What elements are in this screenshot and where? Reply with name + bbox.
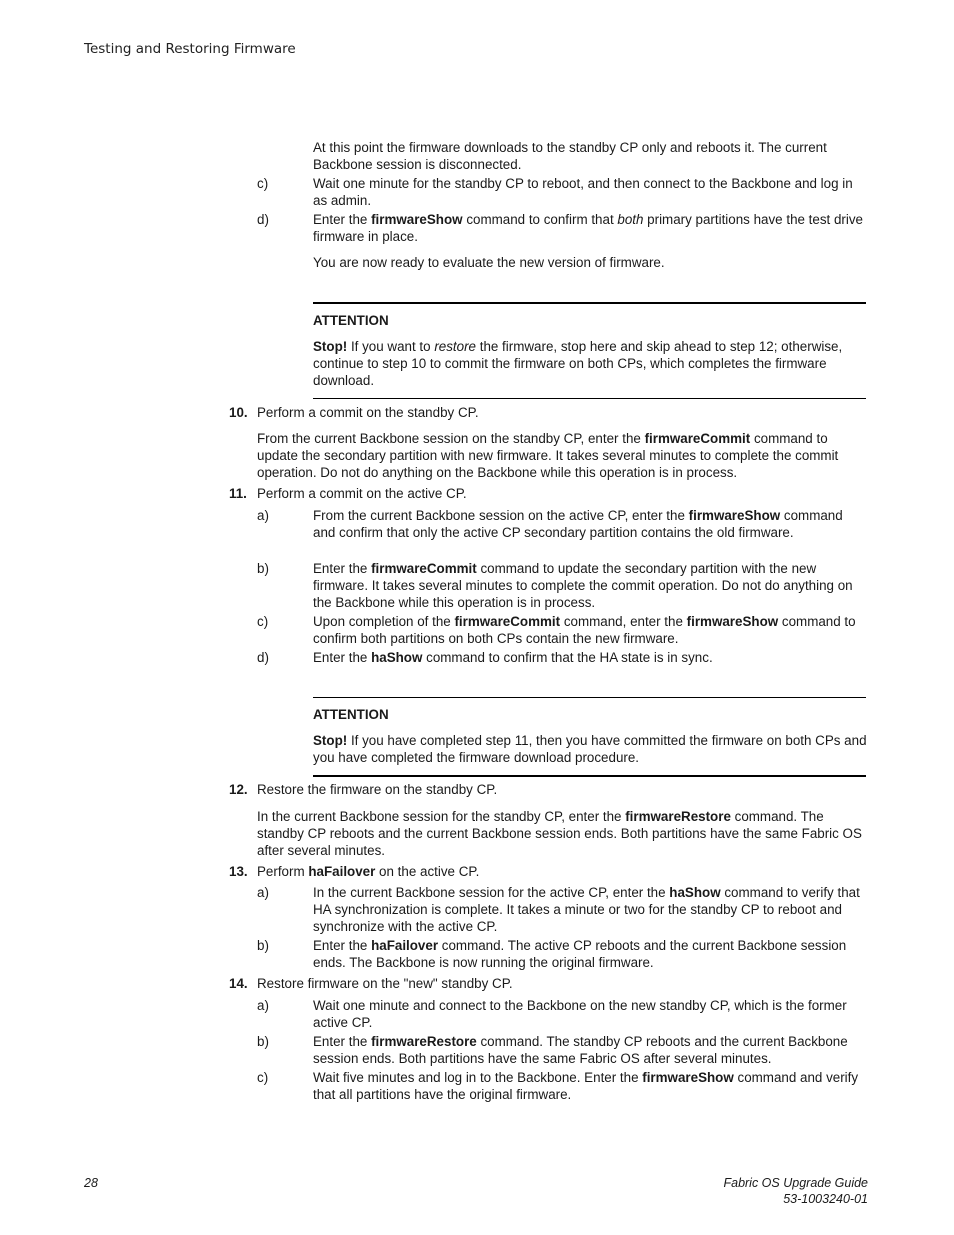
sub-step-text: Wait five minutes and log in to the Backbone. Enter the firmwareShow command and verify that all partitions have the original firmware. xyxy=(313,1070,859,1102)
attention-bottom-rule xyxy=(313,775,866,777)
sub-step-letter: b) xyxy=(257,1034,269,1049)
sub-step-text: Enter the firmwareCommit command to update the secondary partition with the new firmware. It takes several minutes to complete the commit operation. Do not do anything on the Backbone while this operation is in process. xyxy=(313,561,853,610)
sub-step-text: Enter the firmwareShow command to confirm that both primary partitions have the test drive firmware in place. xyxy=(313,212,864,244)
sub-step-letter: d) xyxy=(257,650,269,665)
step-number: 10. xyxy=(229,405,248,420)
step-text: Perform haFailover on the active CP. xyxy=(257,864,480,879)
attention-text: Stop! If you want to restore the firmware, stop here and skip ahead to step 12; otherwise, continue to step 10 to commit the firmware on both CPs, which completes the firmware download. xyxy=(313,339,843,388)
sub-step-text: In the current Backbone session for the active CP, enter the haShow command to verify that HA synchronization is complete. It takes a minute or two for the standby CP to reboot and synchronize with the active CP. xyxy=(313,885,860,934)
command-name: firmwareShow xyxy=(642,1070,734,1085)
sub-step-letter: d) xyxy=(257,212,269,227)
sub-step-text: Wait one minute for the standby CP to reboot, and then connect to the Backbone and log in as admin. xyxy=(313,176,853,208)
intro-paragraph: At this point the firmware downloads to the standby CP only and reboots it. The current Backbone session is disconnected. xyxy=(313,140,827,172)
step-paragraph: From the current Backbone session on the standby CP, enter the firmwareCommit command to update the secondary partition with new firmware. It takes several minutes to complete the commit operation. Do not do anything on the Backbone while this operation is in process. xyxy=(257,431,839,480)
step-text: Perform a commit on the active CP. xyxy=(257,486,467,501)
step-paragraph: In the current Backbone session for the standby CP, enter the firmwareRestore command. The standby CP reboots and the current Backbone session ends. Both partitions have the same Fabric OS after several minutes. xyxy=(257,809,862,858)
sub-step-letter: a) xyxy=(257,885,269,900)
command-name: firmwareShow xyxy=(688,508,781,523)
sub-step-letter: c) xyxy=(257,614,269,629)
attention-top-rule xyxy=(313,697,866,698)
attention-bottom-rule xyxy=(313,398,866,399)
command-name: firmwareCommit xyxy=(454,614,561,629)
footer-doc-info xyxy=(723,1175,868,1207)
step-number: 12. xyxy=(229,782,248,797)
ready-paragraph: You are now ready to evaluate the new version of firmware. xyxy=(313,255,665,270)
sub-step-letter: a) xyxy=(257,998,269,1013)
command-name: firmwareCommit xyxy=(371,561,477,576)
command-name: haFailover xyxy=(308,864,376,879)
running-header: Testing and Restoring Firmware xyxy=(84,41,296,57)
attention-title: ATTENTION xyxy=(313,707,389,722)
step-number: 14. xyxy=(229,976,248,991)
command-name: firmwareCommit xyxy=(644,431,751,446)
command-name: haShow xyxy=(371,650,423,665)
sub-step-text: Enter the firmwareRestore command. The standby CP reboots and the current Backbone session ends. Both partitions have the same Fabric OS after several minutes. xyxy=(313,1034,848,1066)
sub-step-text: Enter the haFailover command. The active CP reboots and the current Backbone session ends. The Backbone is now running the original firmware. xyxy=(313,938,847,970)
attention-text: Stop! If you have completed step 11, then you have committed the firmware on both CPs and you have completed the firmware download procedure. xyxy=(313,733,867,765)
sub-step-text: Enter the haShow command to confirm that the HA state is in sync. xyxy=(313,650,713,665)
step-text: Restore the firmware on the standby CP. xyxy=(257,782,498,797)
command-name: firmwareRestore xyxy=(371,1034,477,1049)
sub-step-letter: c) xyxy=(257,176,269,191)
command-name: haFailover xyxy=(371,938,439,953)
sub-step-letter: b) xyxy=(257,561,269,576)
step-number: 13. xyxy=(229,864,248,879)
sub-step-text: Wait one minute and connect to the Backbone on the new standby CP, which is the former active CP. xyxy=(313,998,847,1030)
sub-step-letter: a) xyxy=(257,508,269,523)
attention-title: ATTENTION xyxy=(313,313,389,328)
sub-step-letter: c) xyxy=(257,1070,269,1085)
command-name: firmwareShow xyxy=(371,212,463,227)
command-name: firmwareShow xyxy=(686,614,779,629)
document-id: 53-1003240-01 xyxy=(783,1192,868,1206)
step-number: 11. xyxy=(229,486,247,501)
sub-step-text: From the current Backbone session on the active CP, enter the firmwareShow command and confirm that only the active CP secondary partition contains the old firmware. xyxy=(313,508,843,540)
attention-top-rule xyxy=(313,302,866,304)
guide-title: Fabric OS Upgrade Guide xyxy=(723,1176,868,1190)
sub-step-letter: b) xyxy=(257,938,269,953)
command-name: haShow xyxy=(669,885,721,900)
step-text: Restore firmware on the "new" standby CP. xyxy=(257,976,513,991)
sub-step-text: Upon completion of the firmwareCommit command, enter the firmwareShow command to confirm both partitions on both CPs contain the new firmware. xyxy=(313,614,856,646)
page-number: 28 xyxy=(84,1176,98,1190)
command-name: firmwareRestore xyxy=(625,809,731,824)
step-text: Perform a commit on the standby CP. xyxy=(257,405,479,420)
